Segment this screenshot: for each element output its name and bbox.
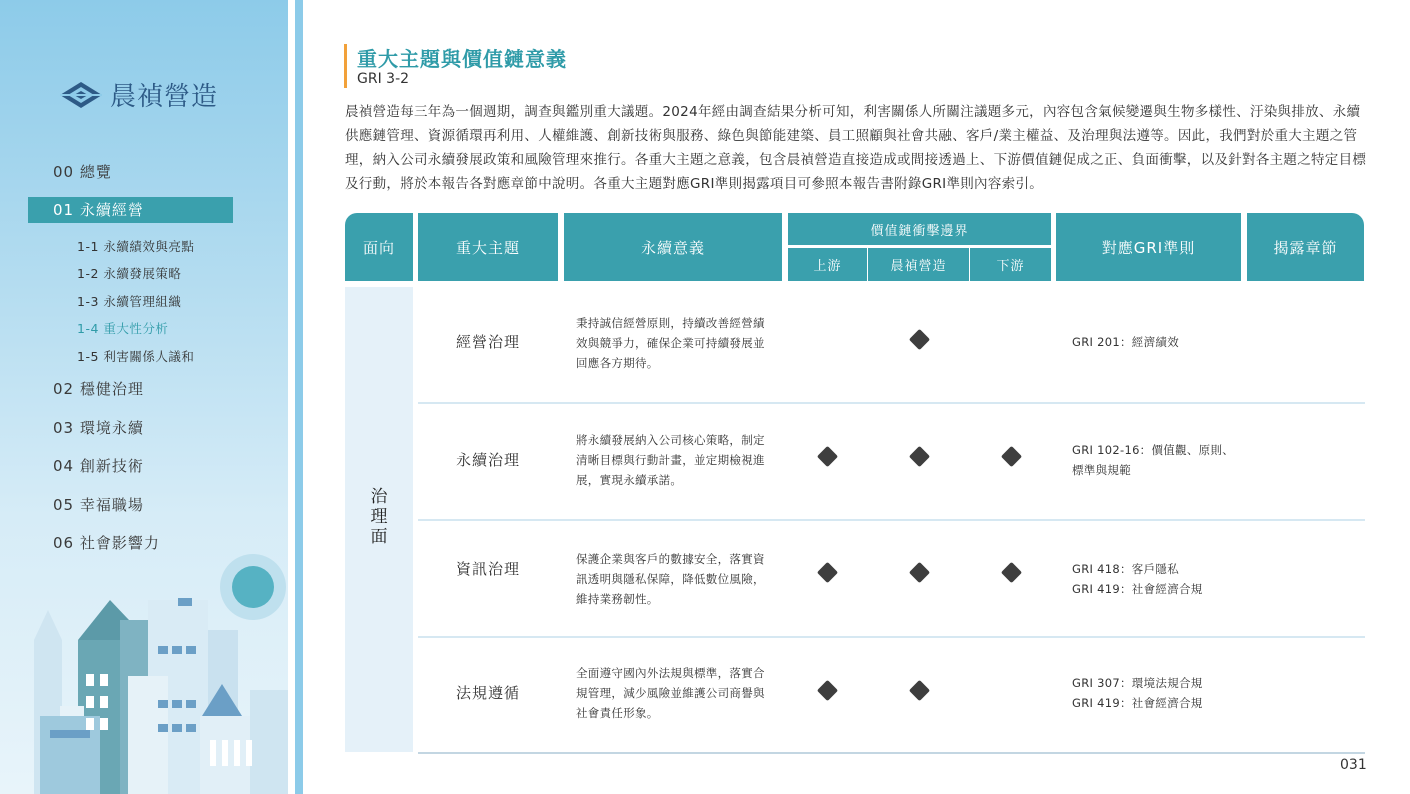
nav-item-environment[interactable]: 03 環境永續: [53, 419, 144, 437]
nav-item-overview[interactable]: 00 總覽: [53, 163, 112, 181]
sidebar-divider-white: [288, 0, 295, 794]
upstream-impact-marker: [817, 680, 838, 701]
gri-line: 標準與規範: [1072, 463, 1131, 477]
sub-item-performance-highlights[interactable]: 1-1 永續績效與亮點: [77, 239, 195, 254]
sidebar-divider-blue: [295, 0, 303, 794]
sub-item-materiality-analysis[interactable]: 1-4 重大性分析: [77, 321, 169, 336]
company-impact-marker: [909, 680, 930, 701]
gri-line: GRI 201：經濟績效: [1072, 335, 1179, 349]
company-impact-marker: [909, 329, 930, 350]
table-row-meaning: 保護企業與客戶的數據安全，落實資訊透明與隱私保障，降低數位風險，維持業務韌性。: [576, 552, 765, 606]
gri-line: GRI 419：社會經濟合規: [1072, 582, 1203, 596]
sub-item-development-strategy[interactable]: 1-2 永續發展策略: [77, 266, 182, 281]
table-row-topic: 永續治理: [455, 451, 520, 469]
header-chapter: 揭露章節: [1247, 213, 1364, 281]
gri-line: GRI 419：社會經濟合規: [1072, 696, 1203, 710]
header-topic: 重大主題: [418, 213, 558, 281]
table-row-meaning: 全面遵守國內外法規與標準，落實合規管理，減少風險並維護公司商譽與社會責任形象。: [576, 666, 765, 720]
title-accent-bar: [344, 44, 347, 88]
nav-item-innovation[interactable]: 04 創新技術: [53, 457, 144, 475]
table-row-gri: [1072, 332, 1179, 352]
brand-name: 晨禎營造: [110, 82, 219, 112]
table-row-gri: [1072, 673, 1203, 713]
row-divider: [418, 519, 1365, 521]
downstream-impact-marker: [1001, 562, 1022, 583]
table-row-topic: 法規遵循: [455, 684, 520, 702]
intro-paragraph: 晨禎營造每三年為一個週期，調查與鑑別重大議題。2024年經由調查結果分析可知，利害關係人所關注議題多元，內容包含氣候變遷與生物多樣性、汙染與排放、永續供應鏈管理、資源循環再利用、人權維護、創新技術與服務、綠色與節能建築、員工照顧與社會共融、客戶/業主權益、及治理與法遵等。因此，我們對於重大主題之管理，納入公司永續發展政策和風險管理來推行。各重大主題之意義，包含晨禎營造直接造成或間接透過上、下游價值鏈促成之正、負面衝擊，以及針對各主題之特定目標及行動，將於本報告各對應章節中說明。各重大主題對應GRI準則揭露項目可參照本報告書附錄GRI準則內容索引。: [345, 104, 1367, 192]
sidebar: [0, 0, 288, 794]
gri-line: GRI 418：客戶隱私: [1072, 562, 1179, 576]
nav-item-social-impact[interactable]: 06 社會影響力: [53, 534, 160, 552]
company-impact-marker: [909, 446, 930, 467]
city-skyline-illustration: [0, 580, 288, 794]
nav-item-sustainable-operations[interactable]: 01 永續經營: [28, 197, 233, 223]
company-logo-icon: [58, 80, 104, 110]
header-boundary: 價值鏈衝擊邊界: [788, 213, 1051, 245]
nav-item-governance[interactable]: 02 穩健治理: [53, 380, 144, 398]
page-subtitle: GRI 3-2: [357, 71, 410, 87]
gri-line: GRI 307：環境法規合規: [1072, 676, 1203, 690]
table-row-gri: [1072, 559, 1203, 599]
nav-item-workplace[interactable]: 05 幸福職場: [53, 496, 144, 514]
table-row-meaning: 秉持誠信經營原則，持續改善經營績效與競爭力，確保企業可持續發展並回應各方期待。: [576, 316, 765, 370]
sub-item-stakeholder-engagement[interactable]: 1-5 利害關係人議和: [77, 349, 195, 364]
company-impact-marker: [909, 562, 930, 583]
sub-item-management-organization[interactable]: 1-3 永續管理組織: [77, 294, 182, 309]
aspect-label: [345, 487, 413, 547]
brand-logo[interactable]: [58, 76, 218, 113]
page-title: 重大主題與價值鏈意義: [357, 47, 567, 71]
table-row-topic: 經營治理: [455, 333, 520, 351]
downstream-impact-marker: [1001, 446, 1022, 467]
upstream-impact-marker: [817, 562, 838, 583]
page-number: 031: [1340, 757, 1367, 773]
row-divider: [418, 636, 1365, 638]
header-downstream: 下游: [970, 248, 1051, 281]
header-upstream: 上游: [788, 248, 867, 281]
gri-line: GRI 102-16：價值觀、原則、: [1072, 443, 1235, 457]
table-row-meaning: 將永續發展納入公司核心策略，制定清晰目標與行動計畫，並定期檢視進展，實現永續承諾。: [576, 433, 765, 487]
table-row-topic: 資訊治理: [455, 560, 520, 578]
table-row-gri: [1072, 440, 1234, 480]
header-meaning: 永續意義: [564, 213, 782, 281]
header-gri: 對應GRI準則: [1056, 213, 1241, 281]
aspect-label-text: 治理面: [370, 487, 388, 547]
upstream-impact-marker: [817, 446, 838, 467]
header-company: 晨禎營造: [868, 248, 969, 281]
row-divider: [418, 402, 1365, 404]
table-bottom-line: [418, 752, 1365, 754]
header-aspect: 面向: [345, 213, 413, 281]
